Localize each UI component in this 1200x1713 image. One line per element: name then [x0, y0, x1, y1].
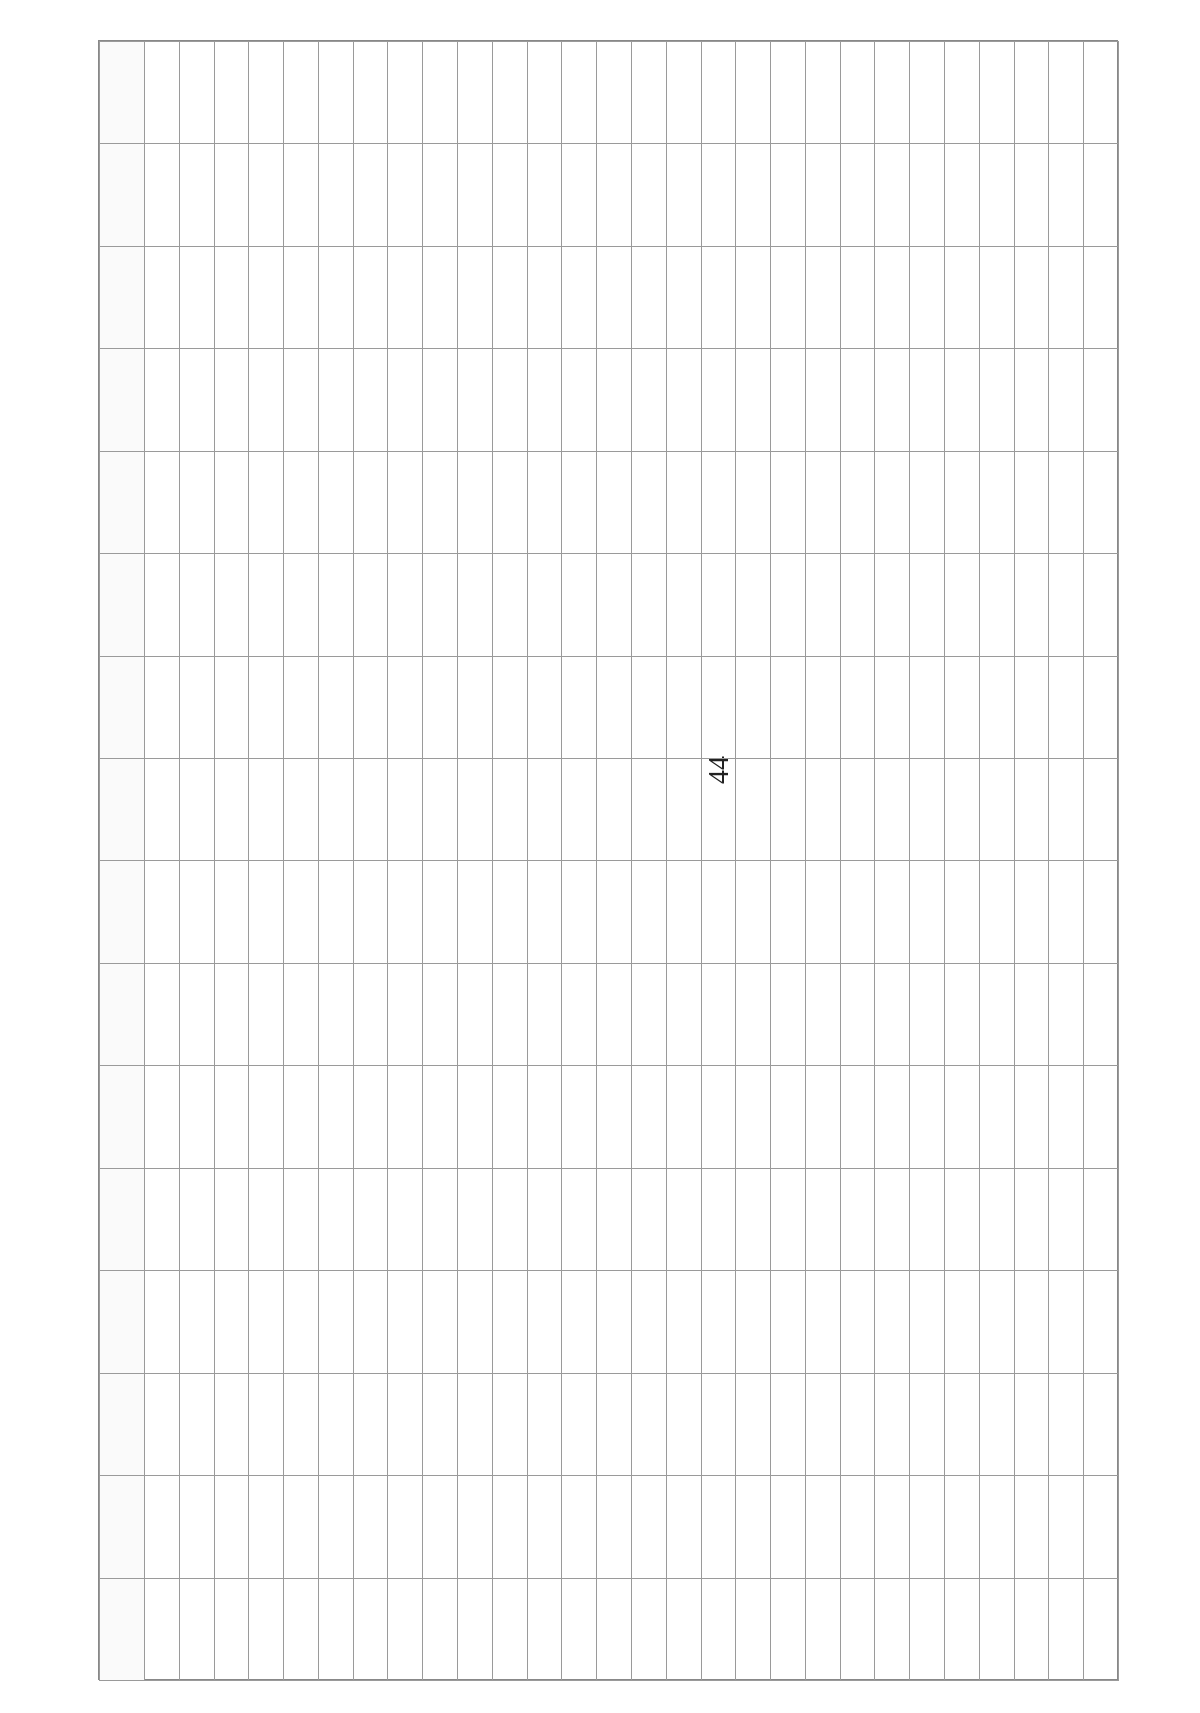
table-row [910, 42, 945, 1681]
table-row [736, 42, 771, 1681]
table-row [701, 42, 736, 1681]
table-header-cell [100, 554, 145, 656]
table-header-cell [100, 963, 145, 1065]
table-row [318, 42, 353, 1681]
table-header-cell [100, 759, 145, 861]
table-header-cell [100, 861, 145, 963]
table-header-cell [100, 451, 145, 553]
table-row [1049, 42, 1084, 1681]
table-row [1014, 42, 1049, 1681]
page-number: 44 [704, 756, 735, 784]
table-header-cell [100, 144, 145, 246]
table-row [805, 42, 840, 1681]
table-row [353, 42, 388, 1681]
table-row [944, 42, 979, 1681]
table-row [284, 42, 319, 1681]
table-row [1084, 42, 1119, 1681]
table-header-cell [100, 1168, 145, 1270]
table-header-row [100, 42, 145, 1681]
table-row [875, 42, 910, 1681]
table-header-cell [100, 656, 145, 758]
table-row [771, 42, 806, 1681]
table-row [249, 42, 284, 1681]
table-row [214, 42, 249, 1681]
table-header-cell [100, 246, 145, 348]
table-row [840, 42, 875, 1681]
table-header-cell [100, 1066, 145, 1168]
table-row [492, 42, 527, 1681]
rotated-housing-table [99, 41, 1119, 1681]
table-row [979, 42, 1014, 1681]
table-header-cell [100, 1578, 145, 1680]
table-row [527, 42, 562, 1681]
table-row [423, 42, 458, 1681]
scanned-page-frame [98, 40, 1118, 1680]
table-header-cell [100, 42, 145, 144]
table-row [562, 42, 597, 1681]
table-header-cell [100, 1271, 145, 1373]
table-row [179, 42, 214, 1681]
table-row [145, 42, 180, 1681]
table-row [631, 42, 666, 1681]
table-row [458, 42, 493, 1681]
table-row [388, 42, 423, 1681]
table-header-cell [100, 349, 145, 451]
table-header-cell [100, 1373, 145, 1475]
table-header-cell [100, 1476, 145, 1578]
table-row [666, 42, 701, 1681]
table-row [597, 42, 632, 1681]
